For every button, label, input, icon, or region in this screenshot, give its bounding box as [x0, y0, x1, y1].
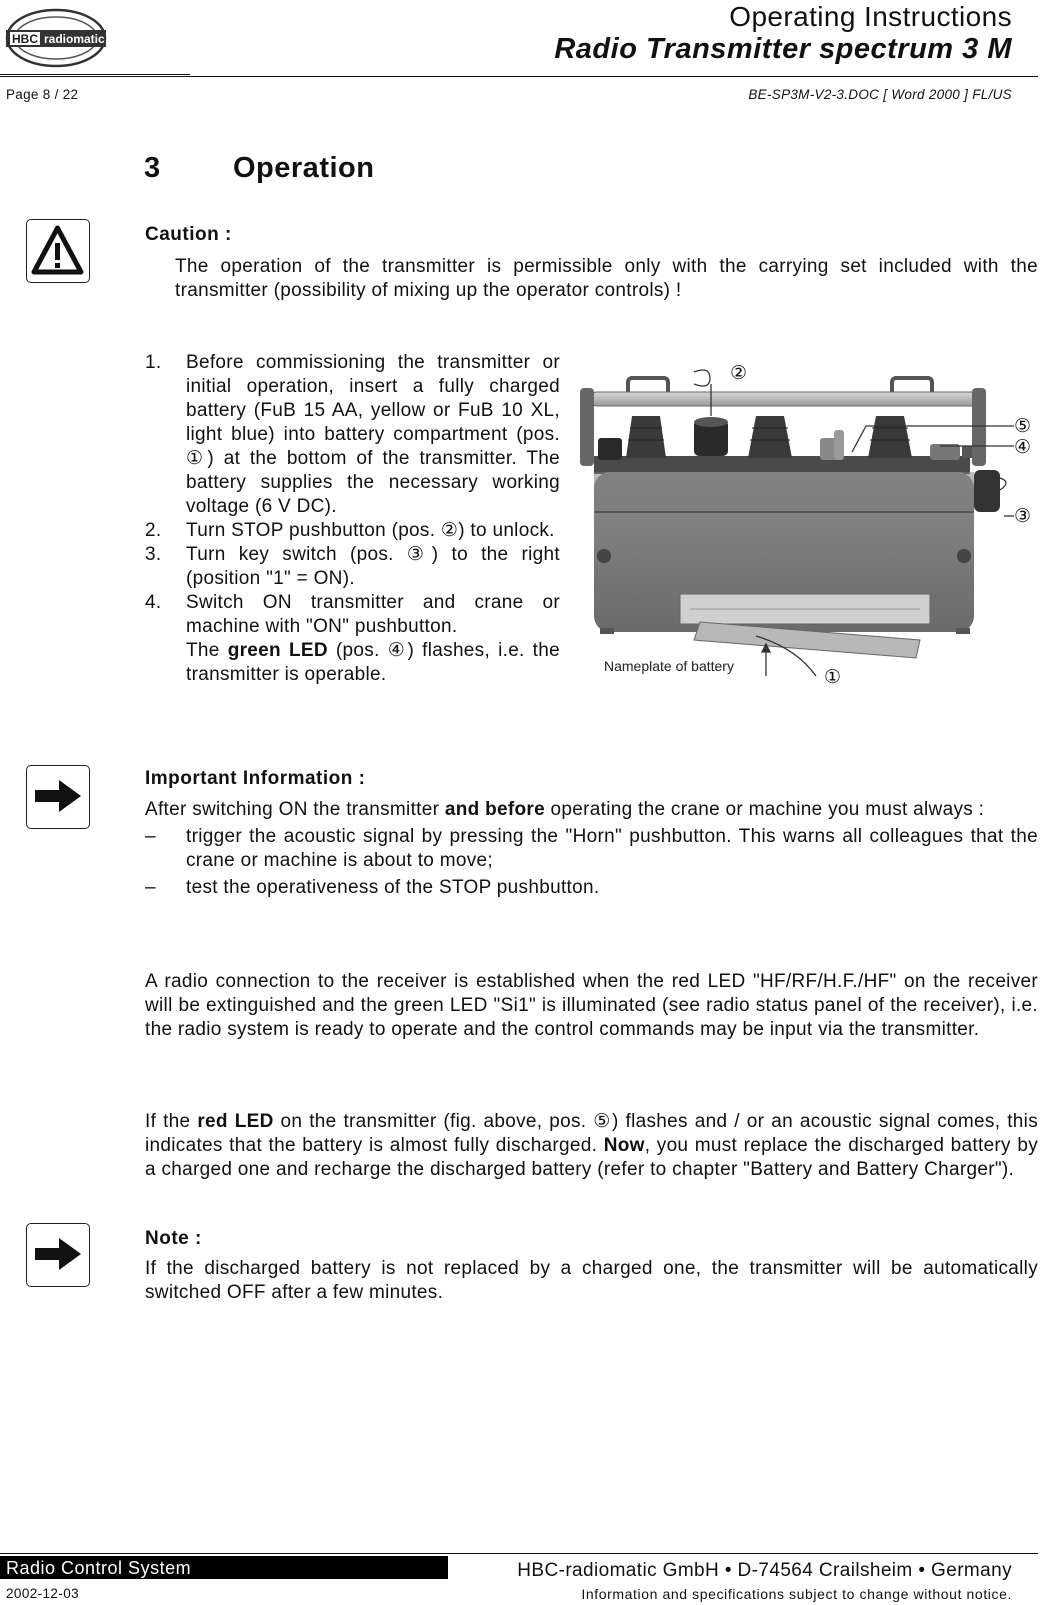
- page-number: Page 8 / 22: [6, 87, 79, 102]
- step-text: Turn STOP pushbutton (pos. ②) to unlock.: [186, 520, 555, 541]
- important-intro: [145, 798, 1038, 822]
- footer-rule: [0, 1553, 1038, 1554]
- svg-text:HBC: HBC: [12, 32, 38, 46]
- document-reference: BE-SP3M-V2-3.DOC [ Word 2000 ] FL/US: [748, 87, 1012, 102]
- figure-callout: ③: [1014, 505, 1032, 527]
- commissioning-steps: [145, 351, 560, 687]
- step-number: 1.: [145, 352, 162, 373]
- transmitter-figure: [580, 360, 1055, 705]
- system-label: Radio Control System: [0, 1556, 448, 1579]
- battery-text: , you must replace the discharged battery by a charged one and recharge the discharged battery (refer to chapter "Battery and Battery Charger").: [145, 1135, 1038, 1180]
- intro-text-post: operating the crane or machine you must always :: [544, 799, 985, 820]
- warning-triangle-icon: [26, 219, 90, 283]
- list-item: [145, 876, 1038, 900]
- figure-callout: ⑤: [1014, 415, 1032, 437]
- caution-text: The operation of the transmitter is permissible only with the carrying set included with the transmitter (possibility of mixing up the operator controls) !: [175, 256, 1038, 301]
- legal-notice: Information and specifications subject to change without notice.: [581, 1586, 1012, 1602]
- list-item: [145, 543, 560, 591]
- section-title: Operation: [233, 152, 375, 184]
- radio-connection-paragraph: A radio connection to the receiver is established when the red LED "HF/RF/H.F./HF" on the receiver will be extinguished and the green LED "Si1" is illuminated (see radio status panel of the receiver), i.e. the radio system is ready to operate and the control commands may be input via the transmitter.: [145, 971, 1038, 1040]
- svg-text:radiomatic: radiomatic: [44, 32, 105, 46]
- list-dash: –: [145, 877, 156, 898]
- company-logo: [4, 6, 108, 70]
- intro-bold: and before: [444, 799, 545, 820]
- important-text: [145, 798, 1038, 900]
- now-label: Now: [603, 1135, 645, 1156]
- list-item: [145, 519, 560, 543]
- figure-callout: ①: [824, 666, 842, 688]
- figure-callout: ④: [1014, 436, 1032, 458]
- step-text: Before commissioning the transmitter or initial operation, insert a fully charged battery (FuB 15 AA, yellow or FuB 10 XL, light blue) into battery compartment (pos. ①) at the bottom of the transmitter. The battery supplies the necessary working voltage (6 V DC).: [186, 352, 560, 517]
- step-text-post: (pos. ④) flashes, i.e. the transmitter is operable.: [186, 640, 560, 685]
- battery-text: If the: [145, 1111, 198, 1132]
- list-item: [145, 825, 1038, 873]
- note-heading: Note :: [145, 1228, 202, 1249]
- document-date: 2002-12-03: [6, 1586, 80, 1601]
- important-heading: Important Information :: [145, 768, 366, 789]
- intro-text: After switching ON the transmitter: [145, 799, 445, 820]
- section-number: 3: [144, 152, 161, 184]
- header-rule: [0, 76, 1038, 77]
- green-led-label: green LED: [227, 640, 328, 661]
- list-item: [145, 351, 560, 519]
- step-text: Switch ON transmitter and crane or machine with "ON" pushbutton.: [186, 592, 560, 637]
- arrow-right-icon: [26, 1223, 90, 1287]
- list-dash: –: [145, 826, 156, 847]
- step-text-pre: The: [186, 640, 228, 661]
- list-item: [145, 591, 560, 687]
- step-number: 4.: [145, 592, 162, 613]
- step-number: 2.: [145, 520, 162, 541]
- arrow-right-icon: [26, 765, 90, 829]
- list-item-text: trigger the acoustic signal by pressing the "Horn" pushbutton. This warns all colleagues that the crane or machine is about to move;: [186, 826, 1038, 871]
- battery-paragraph: [145, 1110, 1038, 1182]
- header-rule-accent: [0, 74, 190, 75]
- product-title: Radio Transmitter spectrum 3 M: [554, 33, 1012, 65]
- step-number: 3.: [145, 544, 162, 565]
- document-title: Operating Instructions: [729, 1, 1012, 32]
- note-text: If the discharged battery is not replaced by a charged one, the transmitter will be automatically switched OFF after a few minutes.: [145, 1258, 1038, 1303]
- step-text: Turn key switch (pos. ③) to the right (position "1" = ON).: [186, 544, 560, 589]
- caution-heading: Caution :: [145, 224, 232, 245]
- figure-callout: ②: [730, 362, 748, 384]
- list-item-text: test the operativeness of the STOP pushbutton.: [186, 877, 600, 898]
- company-address: HBC-radiomatic GmbH • D-74564 Crailsheim • Germany: [517, 1560, 1012, 1581]
- nameplate-label: Nameplate of battery: [604, 658, 734, 674]
- red-led-label: red LED: [197, 1111, 274, 1132]
- battery-text: on the transmitter (fig. above, pos. ⑤) flashes and / or an acoustic signal comes, this indicates that the battery is almost fully discharged.: [145, 1111, 1038, 1156]
